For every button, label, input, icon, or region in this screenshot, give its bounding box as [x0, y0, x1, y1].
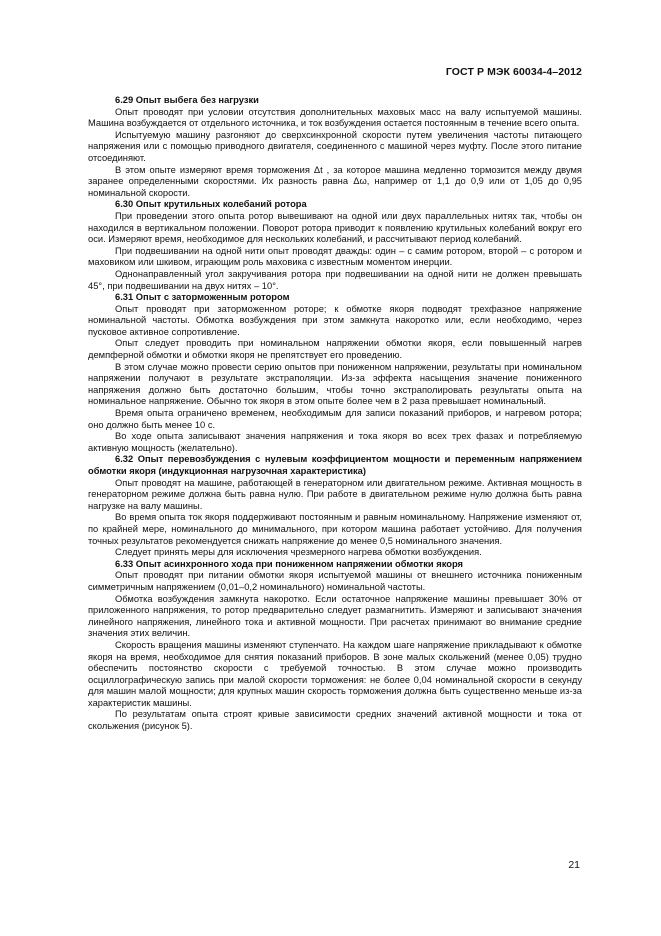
- body-paragraph: Испытуемую машину разгоняют до сверхсинхронной скорости путем увеличения частоты питающего напряжения или с помощью приводного двигателя, соединенного с машиной через муфту. После этого питание отсоединяют.: [88, 129, 582, 163]
- body-paragraph: Опыт следует проводить при номинальном напряжении обмотки якоря, если повышенный нагрев демпферной обмотки и обмотки якоря не препятствует его проведению.: [88, 338, 582, 361]
- body-paragraph: Однонаправленный угол закручивания ротора при подвешивании на одной нити не должен превышать 45°, при подвешивании на двух нитях – 10°.: [88, 268, 582, 291]
- section-heading: 6.31 Опыт с заторможенным ротором: [115, 292, 290, 303]
- body-paragraph: В этом случае можно провести серию опытов при пониженном напряжении, результаты при номинальном напряжении получают в результате экстраполяции. Из-за эффекта насыщения значение пониженного напряжения должно быть достаточно большим, чтобы точно экстраполировать результаты опыта на номинальное напряжение. Обычно ток якоря в этом опыте более чем в 2 раза превышает номинальный.: [88, 361, 582, 407]
- body-paragraph: Опыт проводят при питании обмотки якоря испытуемой машины от внешнего источника пониженным симметричным напряжением (0,01–0,2 номинального) номинальной частоты.: [88, 570, 582, 592]
- page-number: 21: [568, 859, 580, 871]
- body-paragraph: Опыт проводят на машине, работающей в генераторном или двигательном режиме. Активная мощность в генераторном режиме должна быть равна нулю. При работе в двигательном режиме нулю должна быть равна нагрузке на валу машины.: [88, 477, 582, 511]
- body-paragraph: В этом опыте измеряют время торможения Δt , за которое машина медленно тормозится между двумя заранее определенными скоростями. Их разность равна Δω, например от 1,1 до 0,9 или от 1,05 до 0,95 номинальной скорости.: [88, 164, 582, 198]
- section-heading: 6.32 Опыт перевозбуждения с нулевым коэффициентом мощности и переменным напряжением обмотки якоря (индукционная нагрузочная характеристика): [88, 454, 582, 476]
- document-header: ГОСТ Р МЭК 60034-4–2012: [445, 66, 582, 78]
- section-heading: 6.29 Опыт выбега без нагрузки: [115, 95, 259, 105]
- body-paragraph: Время опыта ограничено временем, необходимым для записи показаний приборов, и нагревом ротора; оно должно быть менее 10 с.: [88, 408, 582, 430]
- document-body: [88, 95, 582, 733]
- section-heading: 6.33 Опыт асинхронного хода при пониженном напряжении обмотки якоря: [115, 558, 463, 569]
- body-paragraph: При проведении этого опыта ротор вывешивают на одной или двух параллельных нитях так, чтобы он находился в вертикальном положении. Поворот ротора приводит к появлению крутильных колебаний вокруг его оси. Измеряют время, необходимое для нескольких колебаний, и рассчитывают период колебаний.: [88, 210, 582, 245]
- body-paragraph: Следует принять меры для исключения чрезмерного нагрева обмотки возбуждения.: [115, 547, 482, 558]
- body-paragraph: Во время опыта ток якоря поддерживают постоянным и равным номинальному. Напряжение изменяют от, по крайней мере, номинального до минимального, при котором машина работает устойчиво. Для получения точных результатов рекомендуется снижать напряжение до менее 0,5 номинального значения.: [88, 512, 582, 546]
- body-paragraph: Опыт проводят при условии отсутствия дополнительных маховых масс на валу испытуемой машины. Машина возбуждается от отдельного источника, и ток возбуждения остается постоянным в течение всего опыта.: [88, 106, 582, 129]
- body-paragraph: Обмотка возбуждения замкнута накоротко. Если остаточное напряжение машины превышает 30% от приложенного напряжения, то ротор предварительно следует размагнитить. Измеряют и записывают значения линейного напряжения, линейного тока и активной мощности. При расчетах принимают во внимание средние значения этих величин.: [88, 593, 582, 639]
- body-paragraph: При подвешивании на одной нити опыт проводят дважды: один – с самим ротором, второй – с ротором и маховиком или шкивом, играющим роль маховика с известным моментом инерции.: [88, 245, 582, 268]
- body-paragraph: Опыт проводят при заторможенном роторе; к обмотке якоря подводят трехфазное напряжение номинальной частоты. Обмотка возбуждения при этом замкнута накоротко или, если необходимо, через пусковое активное сопротивление.: [88, 303, 582, 337]
- body-paragraph: Скорость вращения машины изменяют ступенчато. На каждом шаге напряжение прикладывают к обмотке якоря на время, необходимое для снятия показаний приборов. В зоне малых скольжений (менее 0,05) трудно обеспечить постоянство скорости с требуемой точностью. В этом случае можно производить осциллографическую запись при малой скорости торможения: не более 0,04 номинальной скорости в секунду для машин малой мощности; для крупных машин скорость торможения должна быть существенно меньше из-за характеристик машины.: [88, 639, 582, 708]
- body-paragraph: Во ходе опыта записывают значения напряжения и тока якоря во всех трех фазах и потребляемую активную мощность (желательно).: [88, 431, 582, 453]
- section-heading: 6.30 Опыт крутильных колебаний ротора: [115, 199, 307, 210]
- body-paragraph: По результатам опыта строят кривые зависимости средних значений активной мощности и тока от скольжения (рисунок 5).: [88, 709, 582, 732]
